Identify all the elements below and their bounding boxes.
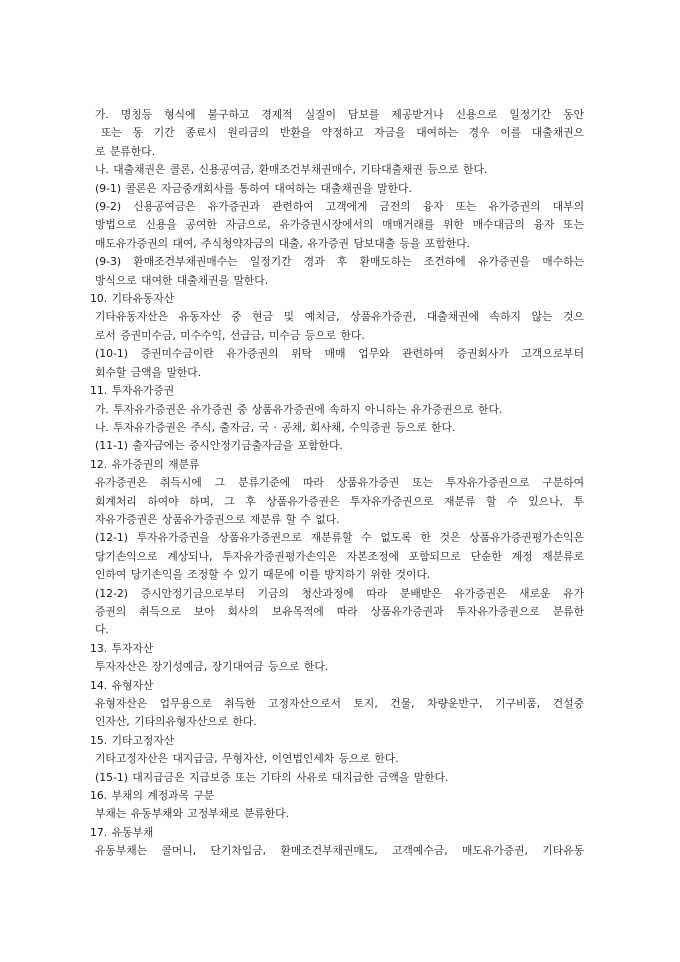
text-line-31: 투자자산은 장기성예금, 장기대여금 등으로 한다. — [95, 660, 329, 674]
text-line-37: (15-1) 대지급금은 지급보증 또는 기타의 사유로 대지급한 금액을 말한다. — [95, 770, 449, 784]
text-line-19: (11-1) 출자금에는 증시안정기금출자금을 포함한다. — [95, 439, 343, 453]
text-line-39: 부채는 유동부채와 고정부채로 분류한다. — [95, 807, 290, 821]
text-line-24: (12-1) 투자유가증권을 상품유가증권으로 재분류할 수 없도록 한 것은 상품유가증권평가손익은 — [95, 531, 584, 545]
text-line-9: (9-3) 환매조건부채권매수는 일정기간 경과 후 환매도하는 조건하에 유가증권을 매수하는 — [95, 255, 584, 269]
text-line-12: 기타유동자산은 유동자산 중 현금 및 예치금, 상품유가증권, 대출채권에 속하지 않는 것으 — [95, 310, 584, 324]
text-line-4: 나. 대출채권은 콜론, 신용공여금, 환매조건부채권매수, 기타대출채권 등으로 한다. — [95, 163, 488, 177]
text-line-38: 16. 부채의 계정과목 구분 — [90, 789, 215, 803]
text-line-18: 나. 투자유가증권은 주식, 출자금, 국 · 공채, 회사채, 수익증권 등으로 한다. — [95, 420, 456, 434]
text-line-30: 13. 투자자산 — [90, 641, 154, 655]
text-line-26: 인하여 당기손익을 조정할 수 있기 때문에 이를 방지하기 위한 것이다. — [95, 568, 431, 582]
text-line-8: 매도유가증권의 대여, 주식청약자금의 대출, 유가증권 담보대출 등을 포함한다. — [95, 236, 471, 250]
text-line-10: 방식으로 대여한 대출채권을 말한다. — [95, 273, 269, 287]
text-line-14: (10-1) 증권미수금이란 유가증권의 위탁 매매 업무와 관련하여 증권회사가 고객으로부터 — [95, 347, 584, 361]
text-line-13: 로서 증권미수금, 미수수익, 선급금, 미수금 등으로 한다. — [95, 328, 365, 342]
text-line-23: 자유가증권은 상품유가증권으로 재분류 할 수 없다. — [95, 512, 340, 526]
text-line-11: 10. 기타유동자산 — [90, 292, 175, 306]
document-body — [90, 106, 584, 861]
text-line-36: 기타고정자산은 대지급금, 무형자산, 이연법인세차 등으로 한다. — [95, 752, 399, 766]
text-line-20: 12. 유가증권의 재분류 — [90, 457, 200, 471]
text-line-22: 회계처리 하여야 하며, 그 후 상품유가증권은 투자유가증권으로 재분류 할 수 있으나, 투 — [95, 494, 584, 508]
text-line-34: 인자산, 기타의유형자산으로 한다. — [95, 715, 257, 729]
text-line-28: 증권의 취득으로 보아 회사의 보유목적에 따라 상품유가증권과 투자유가증권으로 분류한 — [95, 604, 584, 618]
text-line-2: 또는 동 기간 종료시 원리금의 반환을 약정하고 자금을 대여하는 경우 이를 대출채권으 — [101, 126, 584, 140]
text-line-35: 15. 기타고정자산 — [90, 733, 175, 747]
text-line-1: 가. 명칭등 형식에 불구하고 경제적 실질이 담보를 제공받거나 신용으로 일정기간 동안 — [95, 108, 584, 121]
text-line-15: 회수할 금액을 말한다. — [95, 365, 202, 379]
text-line-41: 유동부채는 콜머니, 단기차입금, 환매조건부채권매도, 고객예수금, 매도유가증권, 기타유동 — [95, 844, 584, 858]
text-line-3: 로 분류한다. — [95, 144, 156, 158]
text-line-16: 11. 투자유가증권 — [90, 384, 175, 398]
text-line-5: (9-1) 콜론은 자금중개회사를 통하여 대여하는 대출채권을 말한다. — [95, 181, 412, 195]
text-line-25: 당기손익으로 계상되나, 투자유가증권평가손익은 자본조정에 포함되므로 단순한 계정 재분류로 — [95, 549, 584, 563]
text-line-21: 유가증권은 취득시에 그 분류기준에 따라 상품유가증권 또는 투자유가증권으로 구분하여 — [95, 476, 584, 490]
text-line-6: (9-2) 신용공여금은 유가증권과 관련하여 고객에게 금전의 융자 또는 유가증권의 대부의 — [95, 200, 584, 214]
text-line-33: 유형자산은 업무용으로 취득한 고정자산으로서 토지, 건물, 차량운반구, 기구비품, 건설중 — [95, 697, 584, 710]
text-line-27: (12-2) 증시안정기금으로부터 기금의 청산과정에 따라 분배받은 유가증권은 새로운 유가 — [95, 586, 584, 600]
text-line-32: 14. 유형자산 — [90, 678, 154, 692]
text-line-29: 다. — [95, 623, 109, 637]
text-line-17: 가. 투자유가증권은 유가증권 중 상품유가증권에 속하지 아니하는 유가증권으로 한다. — [95, 402, 503, 416]
text-line-40: 17. 유동부채 — [90, 825, 154, 839]
text-line-7: 방법으로 신용을 공여한 자금으로, 유가증권시장에서의 매매거래를 위한 매수대금의 융자 또는 — [95, 218, 584, 232]
